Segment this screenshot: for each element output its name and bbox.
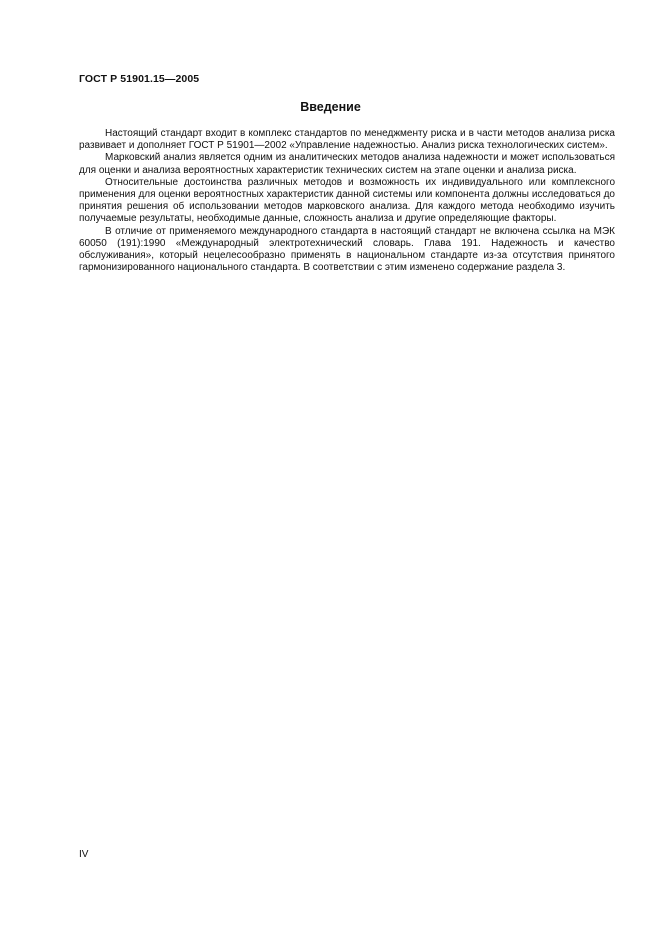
page-number: IV <box>79 849 89 860</box>
paragraph-4: В отличие от применяемого международного стандарта в настоящий стандарт не включена ссылка на МЭК 60050 (191):1990 «Международный электротехнический словарь. Глава 191. Надежность и качество обслуживания», который нецелесообразно применять в национальном стандарте из-за отсутствия принятого гармонизированного национального стандарта. В соответствии с этим изменено содержание раздела 3. <box>79 225 615 274</box>
paragraph-1: Настоящий стандарт входит в комплекс стандартов по менеджменту риска и в части методов анализа риска развивает и дополняет ГОСТ Р 51901—2002 «Управление надежностью. Анализ риска технологических систем». <box>79 128 615 152</box>
section-title: Введение <box>300 100 361 114</box>
paragraph-3: Относительные достоинства различных методов и возможность их индивидуального или комплексного применения для оценки вероятностных характеристик данной системы или компонента должны исследоваться до принятия решения об использовании методов марковского анализа. Для каждого метода необходимо изучить получаемые результаты, необходимые данные, сложность анализа и другие определяющие факторы. <box>79 176 615 225</box>
body-text <box>79 128 615 274</box>
paragraph-2: Марковский анализ является одним из аналитических методов анализа надежности и может использоваться для оценки и анализа вероятностных характеристик технических систем на этапе оценки и анализа риска. <box>79 152 615 176</box>
document-code: ГОСТ Р 51901.15—2005 <box>79 73 200 85</box>
